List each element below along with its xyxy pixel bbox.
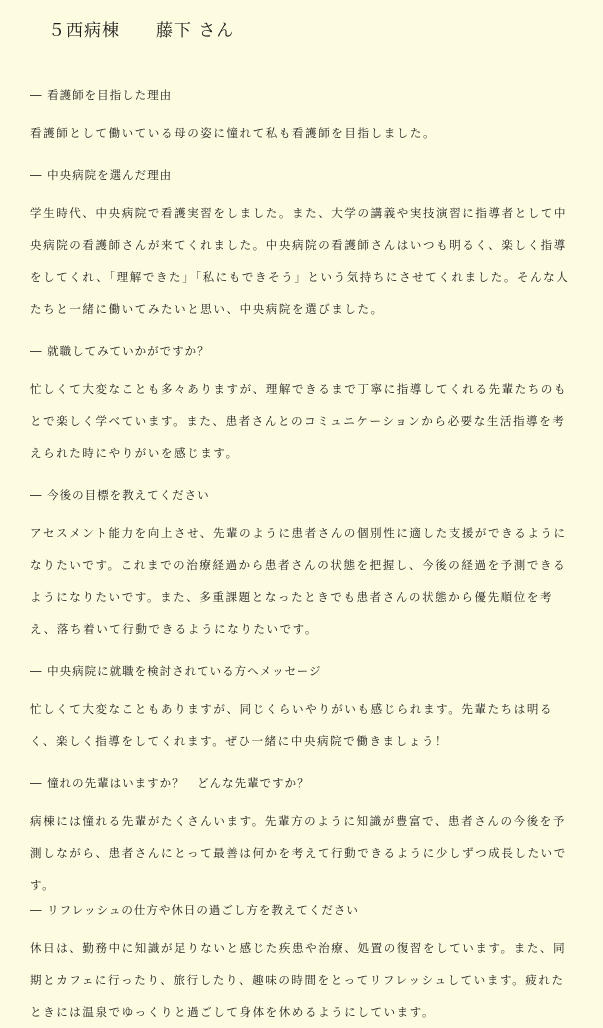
answer-text: 忙しくて大変なこともありますが、同じくらいやりがいも感じられます。先輩たちは明るく、楽しく指導をしてくれます。ぜひ一緒に中央病院で働きましょう！ [30, 702, 554, 748]
question-heading: ― 中央病院に就職を検討されている方へメッセージ [30, 664, 322, 678]
question-heading: ― 就職してみていかがですか？ [30, 344, 210, 358]
answer-text: 看護師として働いている母の姿に憧れて私も看護師を目指しました。 [30, 126, 437, 140]
qa-section-reason-hospital [30, 168, 577, 325]
qa-section-reason-nurse [30, 88, 577, 149]
answer-text: 病棟には憧れる先輩がたくさんいます。先輩方のように知識が豊富で、患者さんの今後を予測しながら、患者さんにとって最善は何かを考えて行動できるように少しずつ成長したいです。 [30, 814, 567, 892]
question-heading: ― 今後の目標を教えてください [30, 488, 210, 502]
page-title [48, 16, 234, 41]
question-heading: ― 中央病院を選んだ理由 [30, 168, 173, 182]
answer-text: 学生時代、中央病院で看護実習をしました。また、大学の講義や実技演習に指導者として中央病院の看護師さんが来てくれました。中央病院の看護師さんはいつも明るく、楽しく指導をしてくれ、「理解できた」「私にもできそう」という気持ちにさせてくれました。そんな人たちと一緒に働いてみたいと思い、中央病院を選びました。 [30, 206, 570, 316]
question-heading: ― 憧れの先輩はいますか？ どんな先輩ですか？ [30, 776, 310, 790]
qa-section-admired-senior [30, 776, 577, 901]
ward-name: ５西病棟 [48, 21, 120, 41]
question-heading: ― 看護師を目指した理由 [30, 88, 173, 102]
answer-text: 休日は、勤務中に知識が足りないと感じた疾患や治療、処置の復習をしています。また、同期とカフェに行ったり、旅行したり、趣味の時間をとってリフレッシュしています。疲れたときには温泉でゆっくりと過ごして身体を休めるようにしています。 [30, 941, 567, 1019]
qa-section-message [30, 664, 577, 757]
answer-text: アセスメント能力を向上させ、先輩のように患者さんの個別性に適した支援ができるようになりたいです。これまでの治療経過から患者さんの状態を把握し、今後の経過を予測できるようになりたいです。また、多重課題となったときでも患者さんの状態から優先順位を考え、落ち着いて行動できるようになりたいです。 [30, 526, 567, 636]
staff-name: 藤下 さん [156, 21, 235, 41]
question-heading: ― リフレッシュの仕方や休日の過ごし方を教えてください [30, 903, 359, 917]
qa-section-future-goals [30, 488, 577, 645]
answer-text: 忙しくて大変なことも多々ありますが、理解できるまで丁寧に指導してくれる先輩たちのもとで楽しく学べています。また、患者さんとのコミュニケーションから必要な生活指導を考えられた時にやりがいを感じます。 [30, 382, 568, 460]
qa-section-holidays [30, 903, 577, 1028]
qa-section-after-joining [30, 344, 577, 469]
